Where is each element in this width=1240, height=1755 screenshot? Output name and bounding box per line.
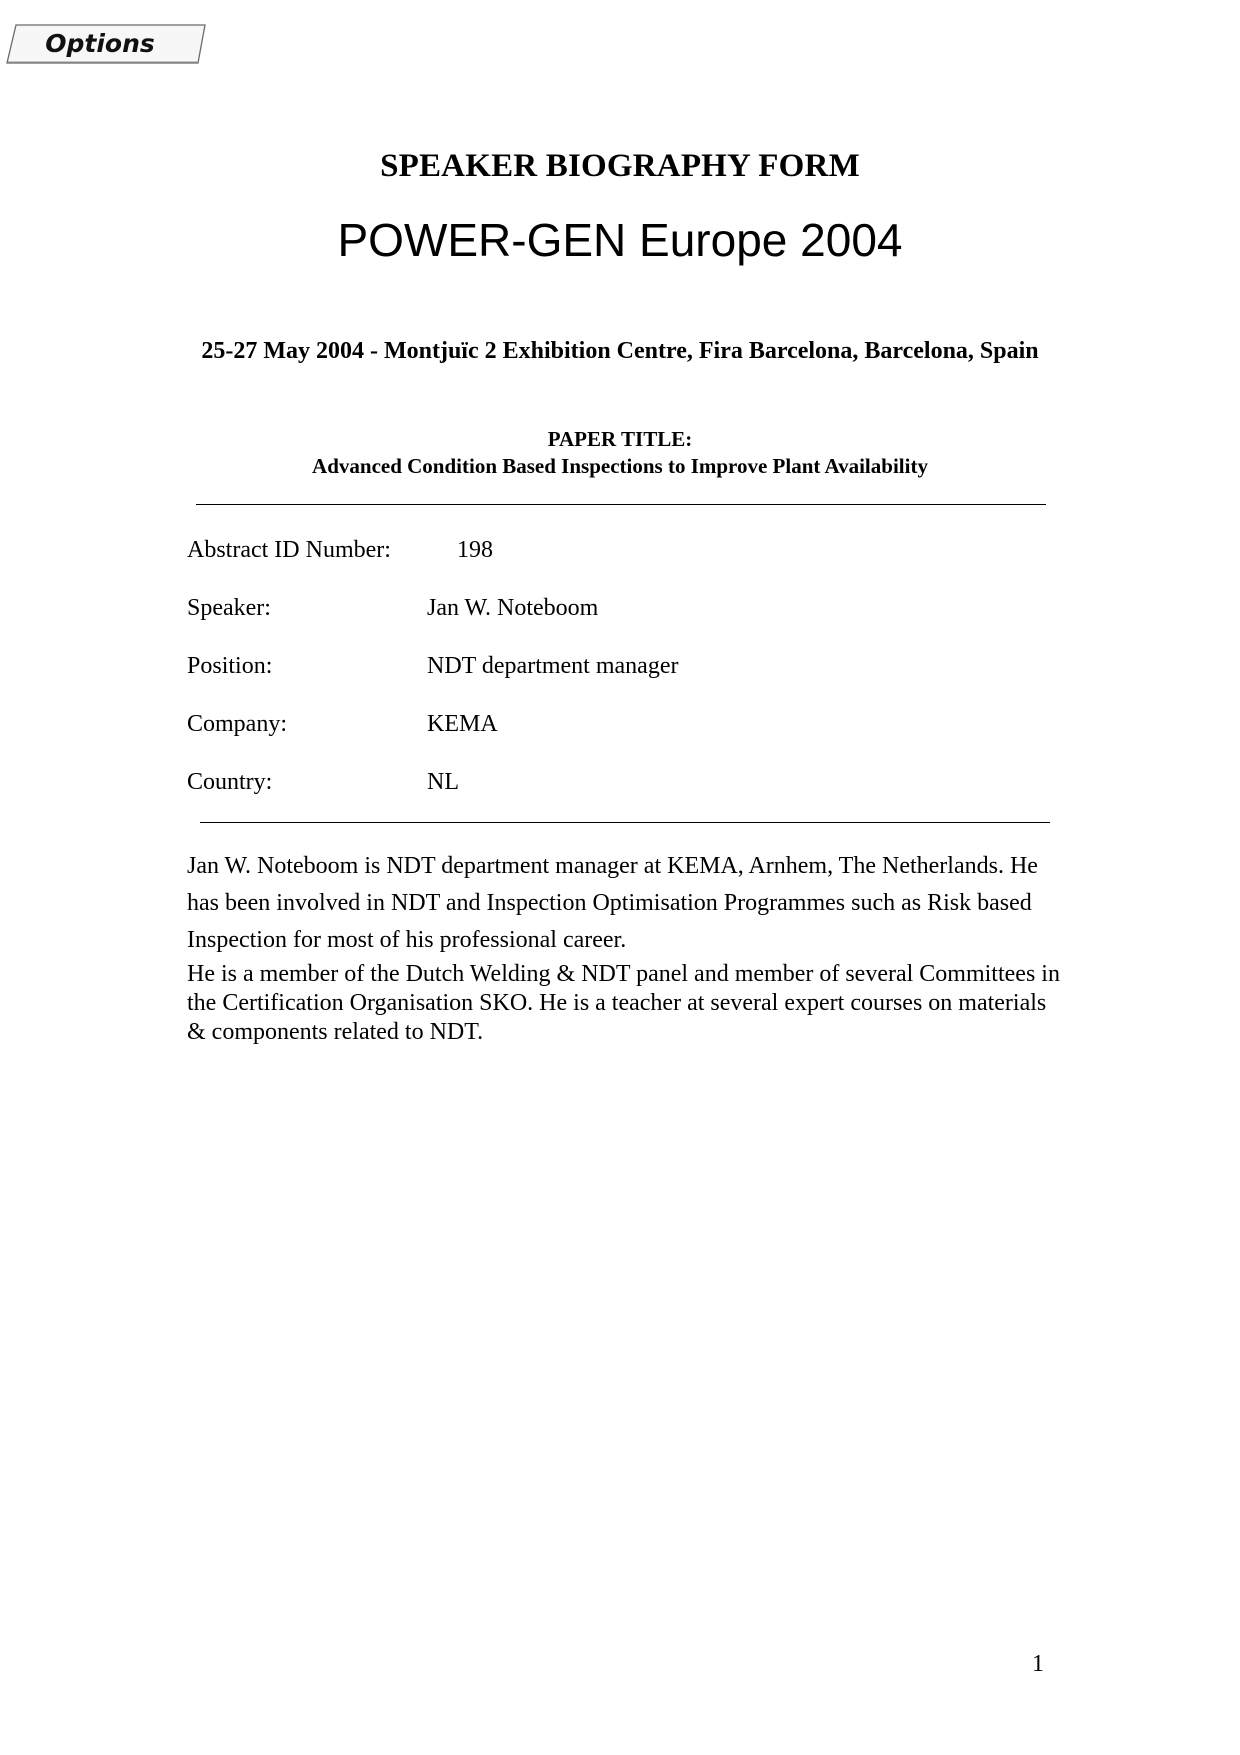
field-value-speaker: Jan W. Noteboom [427,595,599,621]
field-label-country: Country: [187,769,273,795]
options-button-label: Options [45,29,155,58]
field-label-position: Position: [187,653,273,679]
page-number: 1 [1032,1651,1044,1677]
field-label-company: Company: [187,711,287,737]
biography-paragraph-1: Jan W. Noteboom is NDT department manager at KEMA, Arnhem, The Netherlands. He has been involved in NDT and Inspection Optimisation Programmes such as Risk based Inspection for most of his professional career. [187,853,1038,953]
field-value-company: KEMA [427,711,498,737]
divider-top [196,504,1046,505]
options-button[interactable] [6,24,206,64]
field-value-abstract-id: 198 [457,537,493,563]
field-label-abstract-id: Abstract ID Number: [187,537,391,563]
paper-title: Advanced Condition Based Inspections to Improve Plant Availability [312,454,928,478]
event-dates-location: 25-27 May 2004 - Montjuïc 2 Exhibition Centre, Fira Barcelona, Barcelona, Spain [201,338,1039,364]
field-value-country: NL [427,769,459,795]
field-label-speaker: Speaker: [187,595,271,621]
paper-title-label: PAPER TITLE: [547,427,693,451]
field-value-position: NDT department manager [427,653,679,679]
event-title: POWER-GEN Europe 2004 [337,214,903,266]
biography-paragraph-2: He is a member of the Dutch Welding & NDT panel and member of several Committees in the Certification Organisation SKO. He is a teacher at several expert courses on materials & components related to NDT. [187,961,1060,1045]
divider-middle [200,822,1050,823]
form-title: SPEAKER BIOGRAPHY FORM [380,148,860,184]
